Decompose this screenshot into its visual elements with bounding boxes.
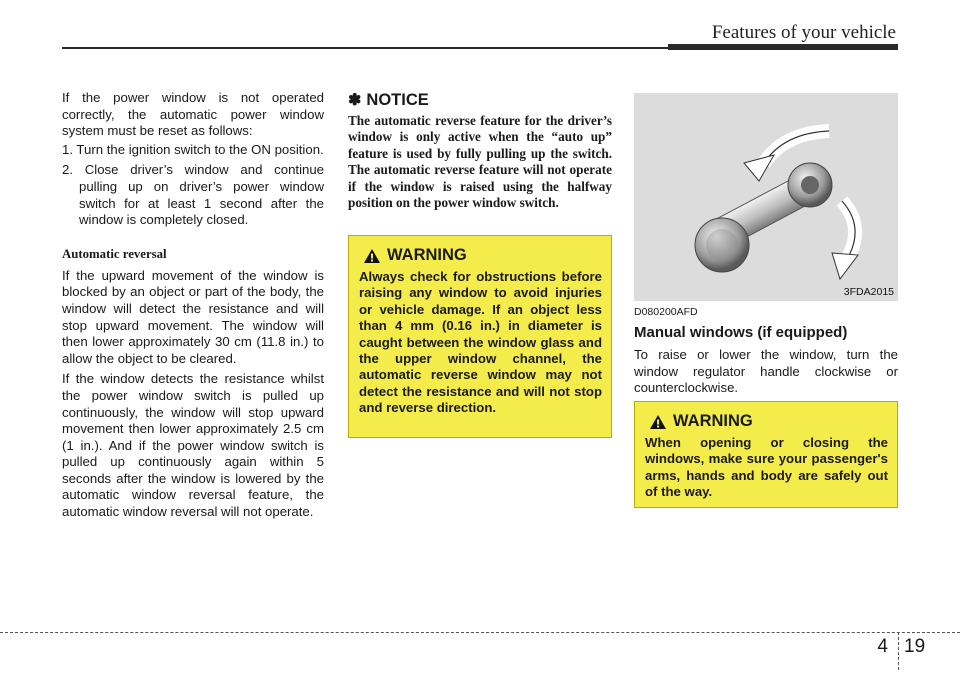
warning-box-manual [634,401,898,508]
column-right [634,306,898,397]
reversal-para-2: If the window detects the resistance whilst the power window switch is pulled up continuously, the window will stop upward movement then lower approximately 2.5 cm (1 in.). And if the power window switch is pulled up continuously again within 5 seconds after the window is lowered by the automatic window reversal feature, the automatic window reversal will not operate. [62,371,324,520]
manual-windows-body: To raise or lower the window, turn the window regulator handle clockwise or counterclockwise. [634,347,898,396]
reset-step-2: 2. Close driver’s window and continue pulling up on driver’s power window switch for at least 1 second after the window is completely closed. [62,162,324,228]
manual-windows-heading: Manual windows (if equipped) [634,324,848,341]
figure-code: 3FDA2015 [843,286,894,298]
warning-triangle-icon [649,414,667,430]
notice-body: The automatic reverse feature for the driver’s window is only active when the “auto up” feature is used by fully pulling up the switch. The automatic reverse feature will not operate if the window is raised using the halfway position on the power window switch. [348,113,612,211]
footer-separator [898,632,899,670]
footer-rule [0,632,960,633]
page-number: 19 [904,636,926,657]
warning-triangle-icon [363,248,381,264]
column-middle [348,90,612,211]
warning-body: When opening or closing the windows, make sure your passenger's arms, hands and body are safely out of the way. [645,435,888,500]
column-left [62,90,324,521]
window-handle-figure [634,93,898,301]
section-code: D080200AFD [634,306,698,318]
warning-box-auto-reverse [348,235,612,438]
warning-title: WARNING [387,246,467,264]
window-crank-handle-illustration [634,93,898,301]
warning-heading [363,246,602,265]
chapter-number: 4 [877,636,888,657]
automatic-reversal-heading: Automatic reversal [62,246,167,261]
notice-heading [348,90,612,110]
reversal-para-1: If the upward movement of the window is blocked by an object or part of the body, the window will detect the resistance and will stop upward movement. The window will then lower approximately 30 cm (11.8 in.) to allow the object to be cleared. [62,267,324,366]
asterisk-icon: ✽ [348,92,362,109]
warning-title: WARNING [673,412,753,430]
notice-title: NOTICE [366,90,429,109]
section-title: Features of your vehicle [711,22,896,43]
reset-step-1: 1. Turn the ignition switch to the ON position. [62,141,324,157]
reset-steps [62,142,324,229]
warning-body: Always check for obstructions before raising any window to avoid injuries or vehicle damage. If an object less than 4 mm (0.16 in.) in diameter is caught between the window glass and the upper window channel, the automatic reverse window may not detect the resistance and will not stop and reverse direction. [359,269,602,416]
reset-intro: If the power window is not operated correctly, the automatic power window system must be reset as follows: [62,90,324,139]
header-bar [668,44,898,50]
warning-heading [649,412,888,431]
